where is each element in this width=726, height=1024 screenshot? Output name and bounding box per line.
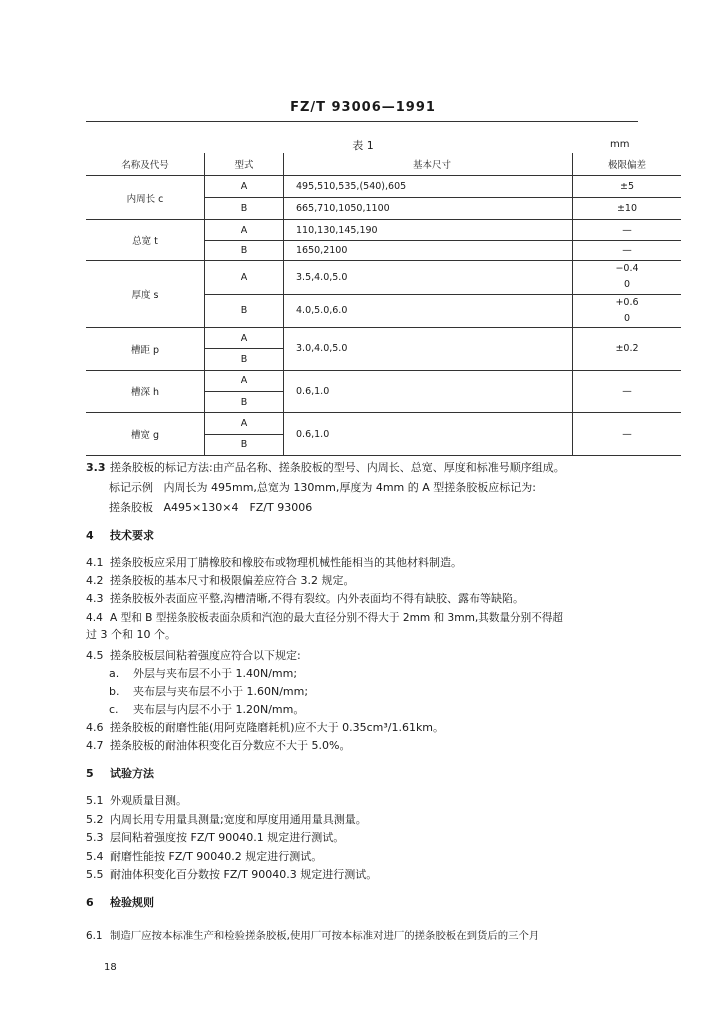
list-item xyxy=(86,720,638,736)
clause-number: 4.7 xyxy=(86,739,104,752)
sub-item xyxy=(109,702,304,718)
tolerance-lower: 0 xyxy=(623,312,631,324)
dims-cell: 1650,2100 xyxy=(284,240,573,260)
clause-number: 5.3 xyxy=(86,831,104,844)
type-cell: B xyxy=(205,294,284,327)
clause-text: 搓条胶板的耐磨性能(用阿克隆磨耗机)应不大于 0.35cm³/1.61km。 xyxy=(110,721,445,734)
table-row xyxy=(86,175,681,197)
tolerance-upper: −0.4 xyxy=(615,263,639,275)
clause-text: 搓条胶板应采用丁腈橡胶和橡胶布或物理机械性能相当的其他材料制造。 xyxy=(110,556,462,569)
table-row xyxy=(86,261,681,294)
clause-number: 4.2 xyxy=(86,574,104,587)
clause-number: 3.3 xyxy=(86,461,106,474)
section-6-heading xyxy=(86,895,638,911)
dims-cell: 0.6,1.0 xyxy=(284,370,573,413)
sub-text: 夹布层与夹布层不小于 1.60N/mm; xyxy=(133,685,309,698)
table-row xyxy=(86,370,681,391)
row-name: 槽深 h xyxy=(86,370,205,413)
clause-text: 内周长用专用量具测量;宽度和厚度用通用量具测量。 xyxy=(110,813,367,826)
dims-cell: 495,510,535,(540),605 xyxy=(284,175,573,197)
list-item xyxy=(86,591,638,607)
page-number: 18 xyxy=(104,962,117,973)
dims-cell: 4.0,5.0,6.0 xyxy=(284,294,573,327)
tolerance-cell xyxy=(573,261,682,294)
list-item xyxy=(86,573,638,589)
dims-cell: 0.6,1.0 xyxy=(284,413,573,456)
list-item xyxy=(86,555,638,571)
dimensions-table xyxy=(86,153,681,456)
type-cell: B xyxy=(205,434,284,455)
clause-text: 搓条胶板的基本尺寸和极限偏差应符合 3.2 规定。 xyxy=(110,574,355,587)
row-name: 槽距 p xyxy=(86,328,205,371)
header-dims: 基本尺寸 xyxy=(284,153,573,175)
list-item-continuation: 过 3 个和 10 个。 xyxy=(86,628,176,641)
table-header-row xyxy=(86,153,681,175)
marking-line xyxy=(109,500,312,516)
clause-text: 外观质量目测。 xyxy=(110,794,187,807)
list-item xyxy=(86,830,638,846)
list-item xyxy=(86,738,638,754)
sub-item xyxy=(109,666,297,682)
table-row xyxy=(86,413,681,434)
tolerance-upper: +0.6 xyxy=(615,296,639,308)
clause-number: 4.1 xyxy=(86,556,104,569)
row-name: 槽宽 g xyxy=(86,413,205,456)
clause-text: 层间粘着强度按 FZ/T 90040.1 规定进行测试。 xyxy=(110,831,345,844)
example-text: 内周长为 495mm,总宽为 130mm,厚度为 4mm 的 A 型搓条胶板应标记为: xyxy=(163,481,536,494)
list-item xyxy=(86,648,638,664)
section-4-heading xyxy=(86,528,638,544)
clause-text: 搓条胶板层间粘着强度应符合以下规定: xyxy=(110,649,301,662)
list-item xyxy=(86,849,638,865)
type-cell: A xyxy=(205,413,284,434)
sub-text: 外层与夹布层不小于 1.40N/mm; xyxy=(133,667,298,680)
dims-cell: 110,130,145,190 xyxy=(284,220,573,240)
tolerance-cell xyxy=(573,294,682,327)
section-number: 6 xyxy=(86,896,94,909)
clause-number: 5.1 xyxy=(86,794,104,807)
table-caption: 表 1 xyxy=(352,139,374,152)
list-item xyxy=(86,867,638,883)
marking-example xyxy=(109,480,536,496)
mark-value: A495×130×4 FZ/T 93006 xyxy=(163,501,313,514)
list-item xyxy=(86,928,638,944)
type-cell: A xyxy=(205,328,284,349)
table-row xyxy=(86,328,681,349)
tolerance-cell: — xyxy=(573,240,682,260)
row-name: 总宽 t xyxy=(86,220,205,261)
section-title: 技术要求 xyxy=(110,529,154,542)
clause-number: 4.5 xyxy=(86,649,104,662)
type-cell: A xyxy=(205,220,284,240)
clause-text: 搓条胶板的耐油体积变化百分数应不大于 5.0%。 xyxy=(110,739,351,752)
list-item xyxy=(86,812,638,828)
tolerance-cell: — xyxy=(573,413,682,456)
clause-text: 搓条胶板外表面应平整,沟槽清晰,不得有裂纹。内外表面均不得有缺胶、露布等缺陷。 xyxy=(110,592,524,605)
section-5-heading xyxy=(86,766,638,782)
type-cell: B xyxy=(205,391,284,412)
sub-label: b. xyxy=(109,685,120,698)
clause-number: 5.2 xyxy=(86,813,104,826)
tolerance-cell: — xyxy=(573,220,682,240)
table-unit: mm xyxy=(610,139,630,150)
dims-cell: 3.0,4.0,5.0 xyxy=(284,328,573,371)
list-item xyxy=(86,610,638,626)
type-cell: A xyxy=(205,370,284,391)
type-cell: B xyxy=(205,240,284,260)
row-name: 厚度 s xyxy=(86,261,205,328)
clause-text: 制造厂应按本标准生产和检验搓条胶板,使用厂可按本标准对进厂的搓条胶板在到货后的三个月 xyxy=(110,930,540,942)
sub-label: c. xyxy=(109,703,119,716)
clause-number: 4.6 xyxy=(86,721,104,734)
type-cell: B xyxy=(205,198,284,220)
table-row xyxy=(86,220,681,240)
header-type: 型式 xyxy=(205,153,284,175)
standard-header: FZ/T 93006—1991 xyxy=(290,100,436,115)
type-cell: A xyxy=(205,175,284,197)
tolerance-lower: 0 xyxy=(623,279,631,291)
mark-label: 搓条胶板 xyxy=(109,501,153,514)
clause-text: A 型和 B 型搓条胶板表面杂质和汽泡的最大直径分别不得大于 2mm 和 3mm,其数量分别不得超 xyxy=(110,612,564,624)
clause-text: 搓条胶板的标记方法:由产品名称、搓条胶板的型号、内周长、总宽、厚度和标准号顺序组成。 xyxy=(110,461,565,474)
clause-number: 5.4 xyxy=(86,850,104,863)
tolerance-cell: — xyxy=(573,370,682,413)
section-title: 检验规则 xyxy=(110,896,154,909)
header-name: 名称及代号 xyxy=(86,153,205,175)
header-tolerance: 极限偏差 xyxy=(573,153,682,175)
type-cell: B xyxy=(205,349,284,370)
clause-text: 耐磨性能按 FZ/T 90040.2 规定进行测试。 xyxy=(110,850,323,863)
clause-number: 5.5 xyxy=(86,868,104,881)
row-name: 内周长 c xyxy=(86,175,205,220)
header-rule xyxy=(86,121,638,122)
tolerance-cell: ±0.2 xyxy=(573,328,682,371)
dims-cell: 3.5,4.0,5.0 xyxy=(284,261,573,294)
para-3-3 xyxy=(86,460,638,476)
type-cell: A xyxy=(205,261,284,294)
clause-number: 6.1 xyxy=(86,930,103,942)
list-item xyxy=(86,793,638,809)
section-title: 试验方法 xyxy=(110,767,154,780)
clause-number: 4.3 xyxy=(86,592,104,605)
tolerance-cell: ±5 xyxy=(573,175,682,197)
sub-item xyxy=(109,684,308,700)
clause-text: 耐油体积变化百分数按 FZ/T 90040.3 规定进行测试。 xyxy=(110,868,378,881)
sub-text: 夹布层与内层不小于 1.20N/mm。 xyxy=(133,703,305,716)
section-number: 4 xyxy=(86,529,94,542)
example-prefix: 标记示例 xyxy=(109,481,153,494)
clause-number: 4.4 xyxy=(86,612,103,624)
dims-cell: 665,710,1050,1100 xyxy=(284,198,573,220)
section-number: 5 xyxy=(86,767,94,780)
tolerance-cell: ±10 xyxy=(573,198,682,220)
sub-label: a. xyxy=(109,667,120,680)
